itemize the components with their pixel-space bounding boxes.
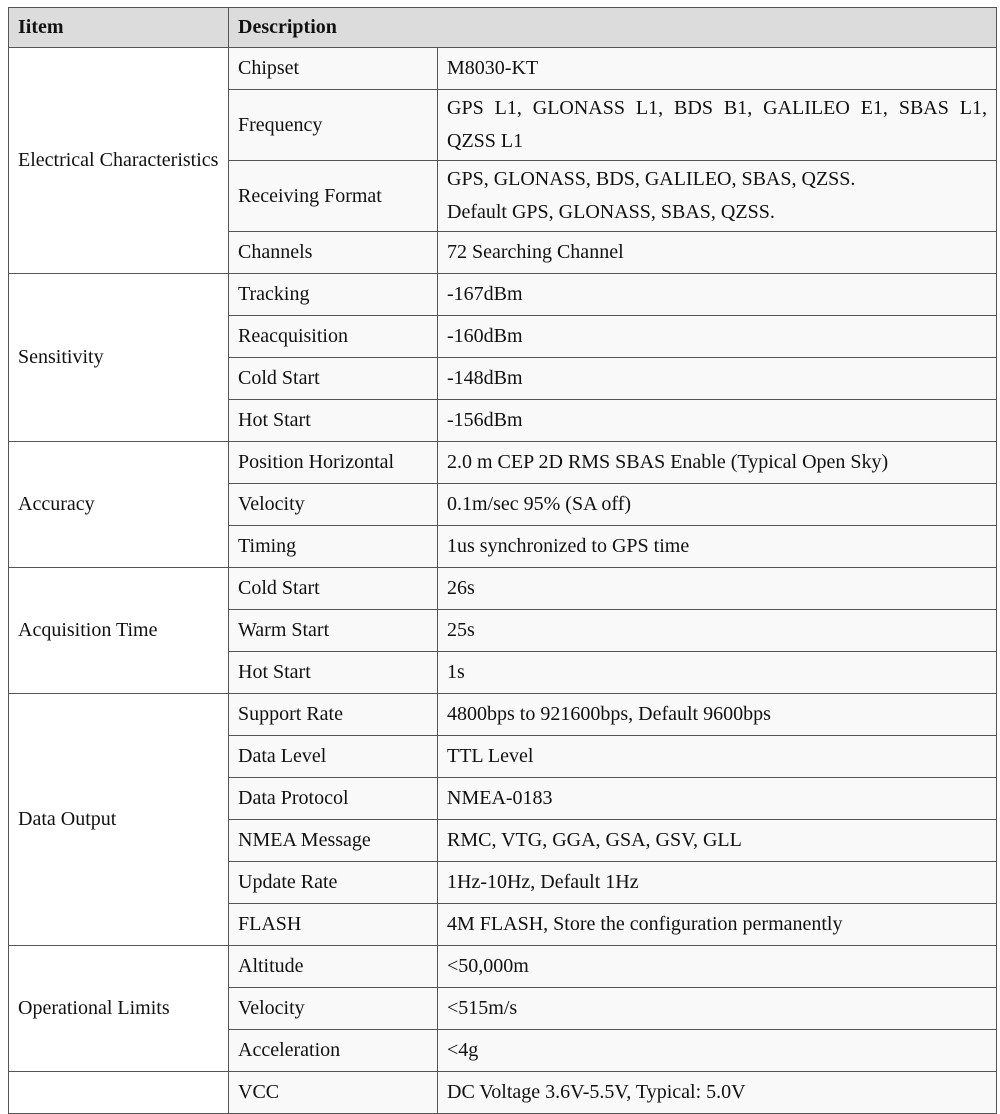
spec-name: Receiving Format — [229, 161, 438, 232]
spec-value: 1us synchronized to GPS time — [438, 526, 997, 568]
spec-name: Cold Start — [229, 568, 438, 610]
spec-name: Channels — [229, 232, 438, 274]
spec-value-line: Default GPS, GLONASS, SBAS, QZSS. — [447, 201, 775, 223]
spec-value: 25s — [438, 610, 997, 652]
table-row — [9, 946, 997, 988]
spec-name: Hot Start — [229, 652, 438, 694]
spec-name: FLASH — [229, 904, 438, 946]
spec-name: Timing — [229, 526, 438, 568]
table-header-row — [9, 8, 997, 48]
spec-value: DC Voltage 3.6V-5.5V, Typical: 5.0V — [438, 1072, 997, 1114]
spec-value: 2.0 m CEP 2D RMS SBAS Enable (Typical Open Sky) — [438, 442, 997, 484]
spec-value: GPS L1, GLONASS L1, BDS B1, GALILEO E1, SBAS L1, QZSS L1 — [438, 90, 997, 161]
spec-value: RMC, VTG, GGA, GSA, GSV, GLL — [438, 820, 997, 862]
table-row — [9, 1072, 997, 1114]
spec-value: 26s — [438, 568, 997, 610]
spec-value: -167dBm — [438, 274, 997, 316]
spec-name: Frequency — [229, 90, 438, 161]
spec-value: 0.1m/sec 95% (SA off) — [438, 484, 997, 526]
table-row — [9, 568, 997, 610]
spec-value: M8030-KT — [438, 48, 997, 90]
spec-name: Chipset — [229, 48, 438, 90]
spec-table-container — [8, 7, 996, 1114]
spec-value — [438, 161, 997, 232]
spec-name: Data Protocol — [229, 778, 438, 820]
spec-value: <50,000m — [438, 946, 997, 988]
spec-name: Altitude — [229, 946, 438, 988]
spec-value: 1Hz-10Hz, Default 1Hz — [438, 862, 997, 904]
spec-name: Velocity — [229, 988, 438, 1030]
spec-value: -148dBm — [438, 358, 997, 400]
table-row — [9, 694, 997, 736]
group-label-power — [9, 1072, 229, 1114]
spec-name: Tracking — [229, 274, 438, 316]
spec-value: 4M FLASH, Store the configuration permanently — [438, 904, 997, 946]
table-row — [9, 48, 997, 90]
spec-name: Hot Start — [229, 400, 438, 442]
spec-value-line: GPS, GLONASS, BDS, GALILEO, SBAS, QZSS. — [447, 168, 856, 190]
spec-value: TTL Level — [438, 736, 997, 778]
group-label-accuracy: Accuracy — [9, 442, 229, 568]
spec-value: <4g — [438, 1030, 997, 1072]
header-description: Description — [229, 8, 997, 48]
spec-value: -156dBm — [438, 400, 997, 442]
spec-value: -160dBm — [438, 316, 997, 358]
group-label-output: Data Output — [9, 694, 229, 946]
spec-value: 72 Searching Channel — [438, 232, 997, 274]
spec-name: Warm Start — [229, 610, 438, 652]
group-label-electrical: Electrical Characteristics — [9, 48, 229, 274]
spec-name: Acceleration — [229, 1030, 438, 1072]
spec-name: Position Horizontal — [229, 442, 438, 484]
spec-name: Support Rate — [229, 694, 438, 736]
spec-name: Cold Start — [229, 358, 438, 400]
header-item: Iitem — [9, 8, 229, 48]
group-label-acquisition: Acquisition Time — [9, 568, 229, 694]
spec-table — [8, 7, 997, 1114]
table-row — [9, 274, 997, 316]
spec-value: <515m/s — [438, 988, 997, 1030]
spec-name: Update Rate — [229, 862, 438, 904]
spec-value: 1s — [438, 652, 997, 694]
spec-value: NMEA-0183 — [438, 778, 997, 820]
group-label-sensitivity: Sensitivity — [9, 274, 229, 442]
spec-value: 4800bps to 921600bps, Default 9600bps — [438, 694, 997, 736]
spec-name: Velocity — [229, 484, 438, 526]
spec-name: Data Level — [229, 736, 438, 778]
spec-name: VCC — [229, 1072, 438, 1114]
spec-name: Reacquisition — [229, 316, 438, 358]
spec-name: NMEA Message — [229, 820, 438, 862]
table-row — [9, 442, 997, 484]
group-label-limits: Operational Limits — [9, 946, 229, 1072]
